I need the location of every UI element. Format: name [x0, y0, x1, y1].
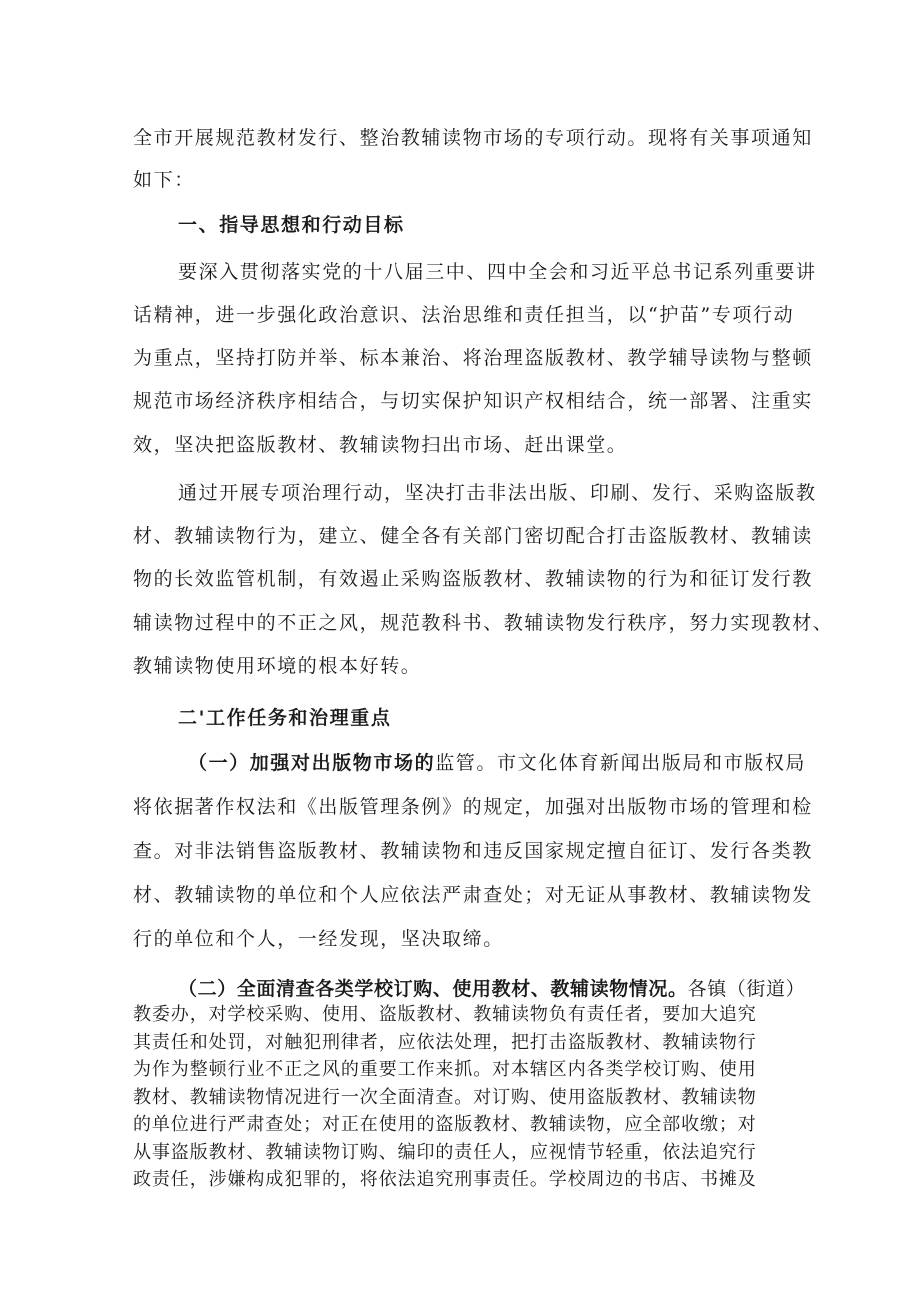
paragraph-line: 政责任，涉嫌构成犯罪的，将依法追究刑事责任。学校周边的书店、书摊及 — [133, 1169, 757, 1190]
paragraph-line: 从事盗版教材、教辅读物订购、编印的责任人，应视情节轻重，依法追究行 — [133, 1142, 757, 1163]
item-2-title: （二）全面清查各类学校订购、使用教材、教辅读物情况。 — [178, 978, 688, 1000]
paragraph-line: 要深入贯彻落实党的十八届三中、四中全会和习近平总书记系列重要讲 — [178, 261, 817, 283]
paragraph-line: 材、教辅读物行为，建立、健全各有关部门密切配合打击盗版教材、教辅读 — [133, 525, 813, 547]
paragraph-line: 辅读物过程中的不正之风，规范教科书、教辅读物发行秩序，努力实现教材、 — [133, 612, 834, 634]
section-2-heading: 二'工作任务和治理重点 — [178, 707, 392, 729]
item-2-first-tail: 各镇（街道） — [687, 978, 806, 1000]
item-1-text: 市文化体育新闻出版局和市版权局 — [497, 752, 807, 774]
paragraph-line: 教辅读物使用环境的根本好转。 — [133, 655, 422, 677]
item-1-first-line — [188, 751, 806, 775]
section-1-heading: 一、指导思想和行动目标 — [178, 214, 405, 236]
item-1-title: （一）加强对出版物市场的 — [188, 752, 436, 774]
item-2-first-line — [178, 977, 805, 1001]
paragraph-line: 通过开展专项治理行动，坚决打击非法出版、印刷、发行、采购盗版教 — [178, 482, 817, 504]
paragraph-line: 规范市场经济秩序相结合，与切实保护知识产权相结合，统一部署、注重实 — [133, 390, 813, 412]
paragraph-line: 其责任和处罚，对触犯刑律者，应依法处理，把打击盗版教材、教辅读物行 — [133, 1032, 757, 1053]
paragraph-line: 教材、教辅读物情况进行一次全面清查。对订购、使用盗版教材、教辅读物 — [133, 1087, 757, 1108]
paragraph-line: 话精神，进一步强化政治意识、法治思维和责任担当，以“护苗”专项行动 — [133, 304, 795, 326]
paragraph-line: 行的单位和个人，一经发现，坚决取缔。 — [133, 928, 504, 950]
paragraph-line: 为作为整顿行业不正之风的重要工作来抓。对本辖区内各类学校订购、使用 — [133, 1059, 757, 1080]
intro-line-1: 全市开展规范教材发行、整治教辅读物市场的专项行动。现将有关事项通知 — [133, 127, 813, 149]
intro-line-2: 如下： — [133, 169, 195, 191]
paragraph-line: 为重点，坚持打防并举、标本兼治、将治理盗版教材、教学辅导读物与整顿 — [133, 347, 813, 369]
paragraph-line: 教委办，对学校采购、使用、盗版教材、教辅读物负有责任者，要加大追究 — [133, 1004, 757, 1025]
paragraph-line: 的单位进行严肃查处；对正在使用的盗版教材、教辅读物，应全部收缴；对 — [133, 1114, 757, 1135]
item-1-title-tail: 监管。 — [435, 752, 498, 774]
paragraph-line: 物的长效监管机制，有效遏止采购盗版教材、教辅读物的行为和征订发行教 — [133, 568, 813, 590]
paragraph-line: 效，坚决把盗版教材、教辅读物扫出市场、赶出课堂。 — [133, 434, 628, 456]
paragraph-line: 查。对非法销售盗版教材、教辅读物和违反国家规定擅自征订、发行各类教 — [133, 840, 813, 862]
paragraph-line: 材、教辅读物的单位和个人应依法严肃查处；对无证从事教材、教辅读物发 — [133, 884, 813, 906]
paragraph-line: 将依据著作权法和《出版管理条例》的规定，加强对出版物市场的管理和检 — [133, 796, 813, 818]
